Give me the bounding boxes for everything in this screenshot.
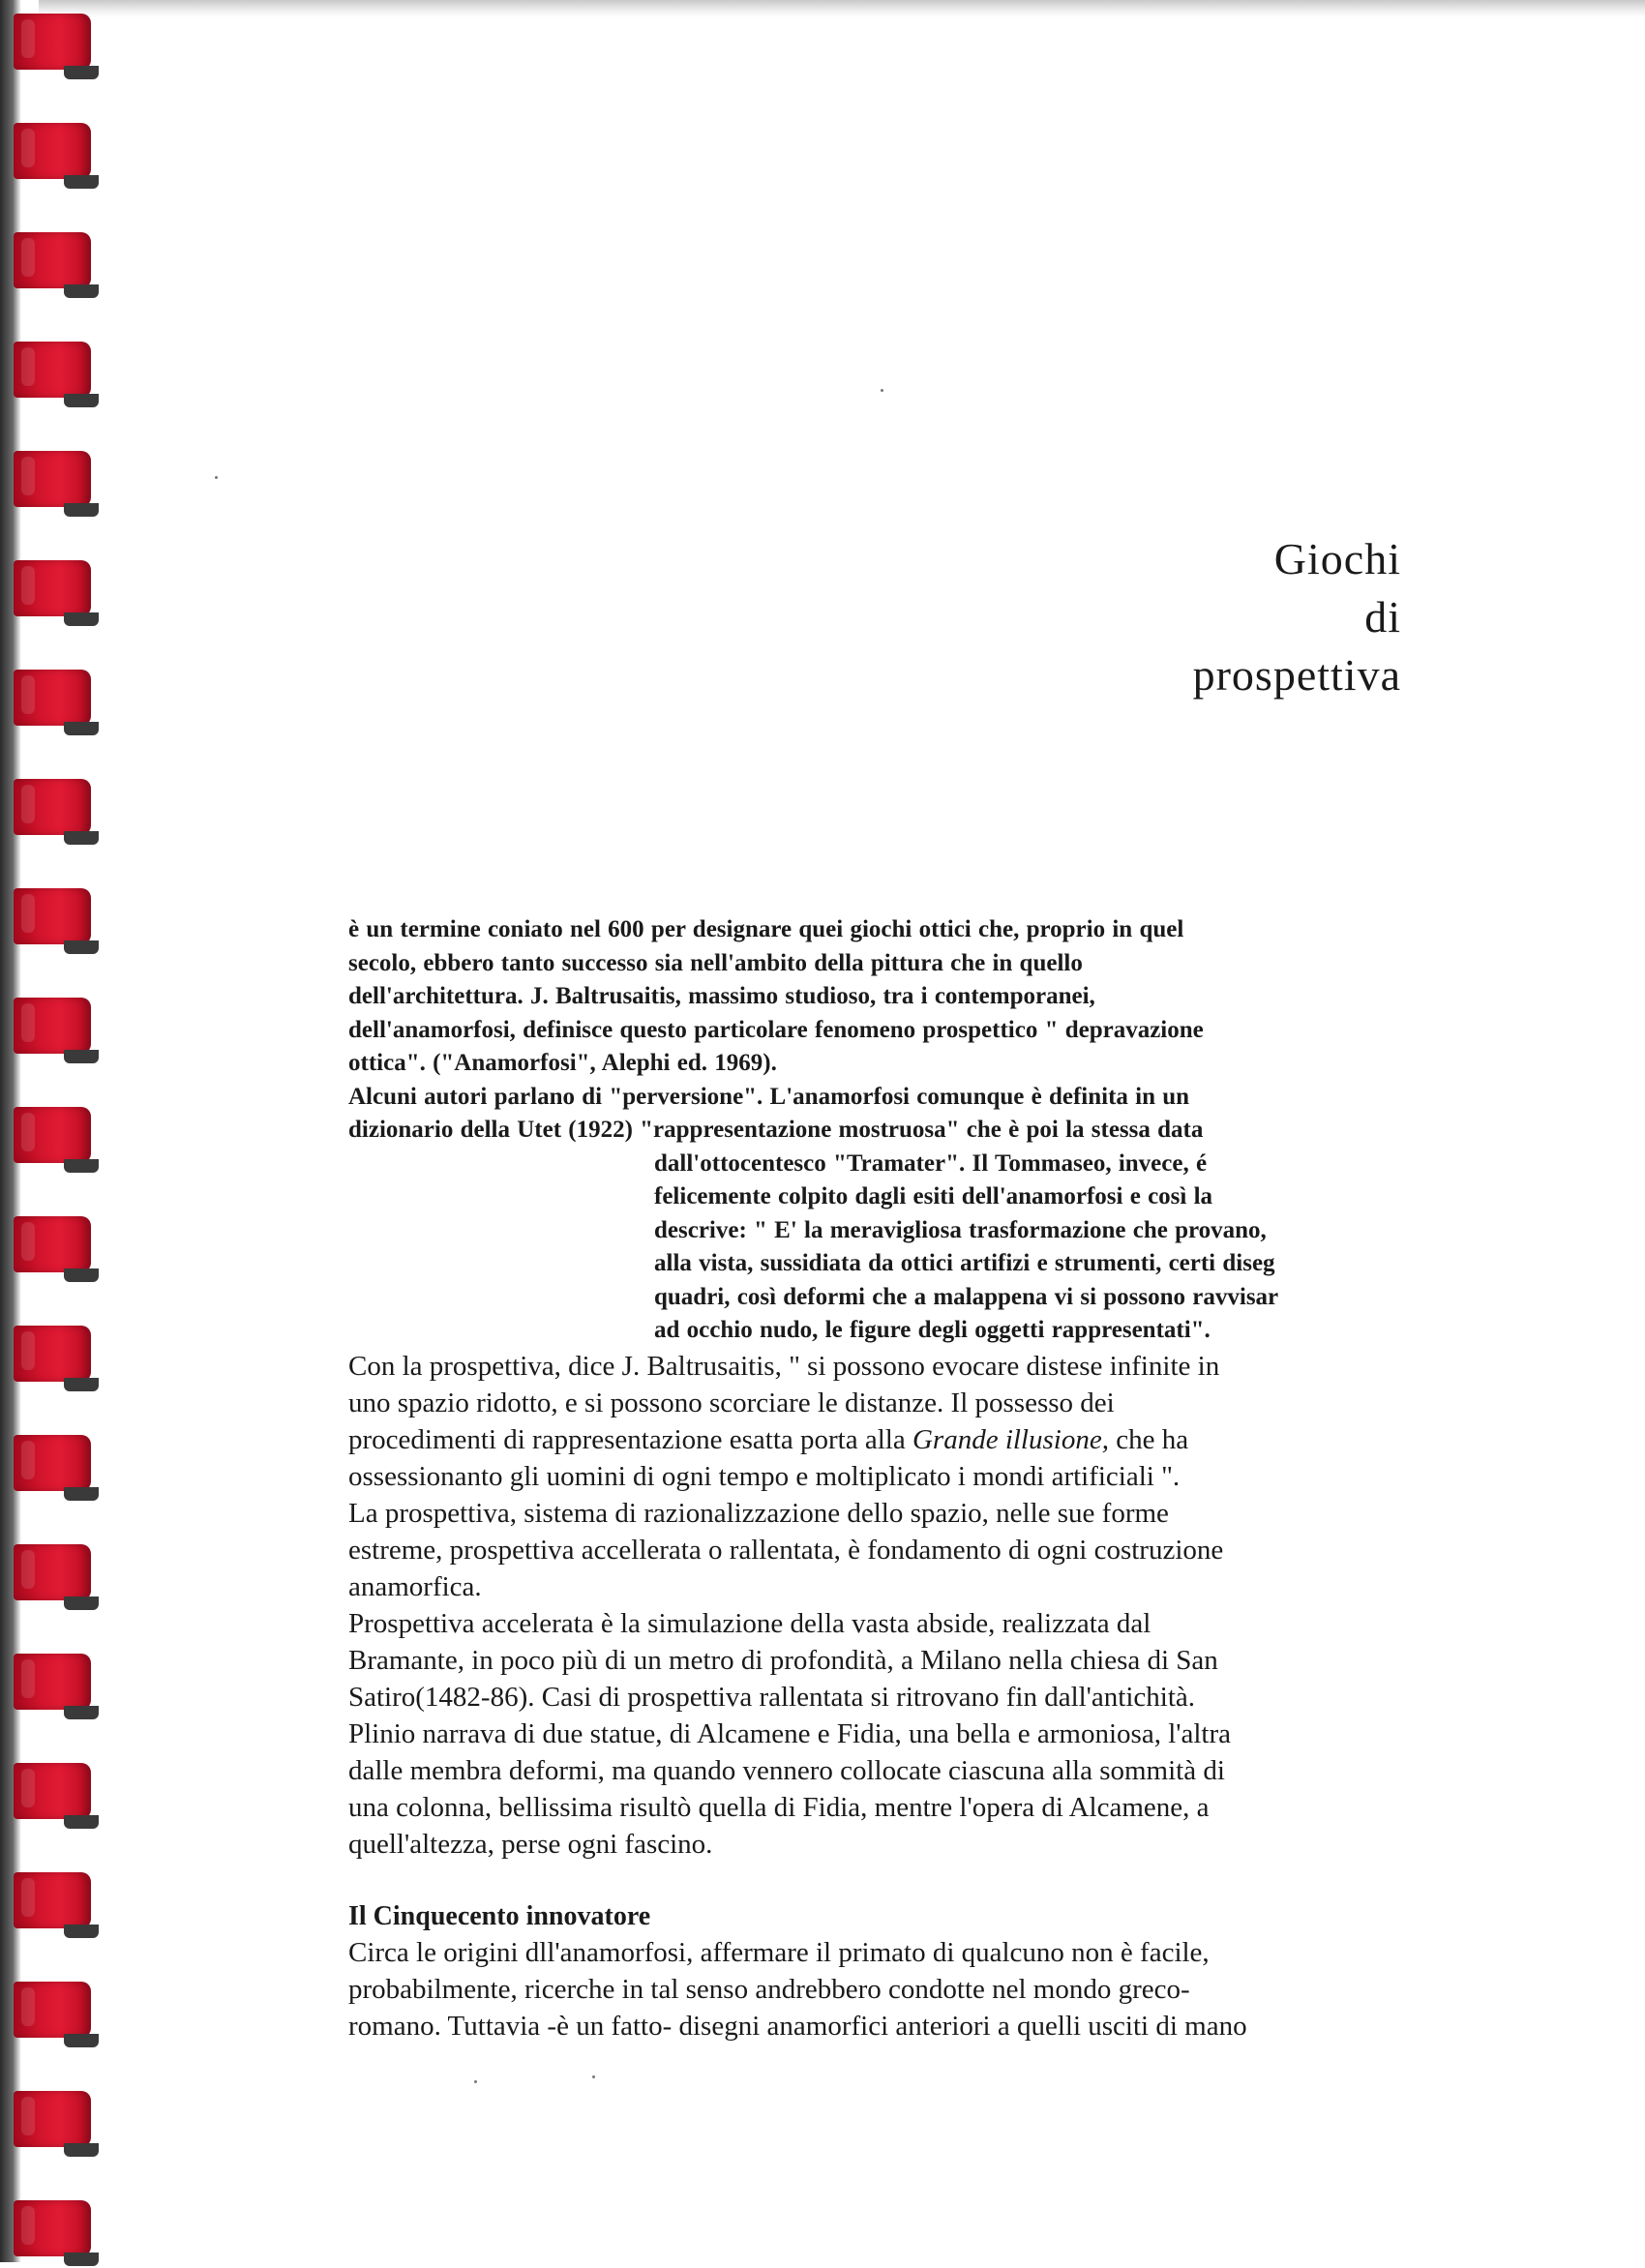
intro-line: dell'architettura. J. Baltrusaitis, massimo studioso, tra i contemporanei, [348, 983, 1095, 1009]
body-line: uno spazio ridotto, e si possono scorciare le distanze. Il possesso dei [348, 1387, 1115, 1418]
body-line: Prospettiva accelerata è la simulazione della vasta abside, realizzata dal [348, 1607, 1152, 1639]
tommaseo-quote [654, 1148, 1413, 1348]
quote-line: quadri, così deformi che a malappena vi si possono ravvisar [654, 1283, 1279, 1310]
binding-ring [14, 1216, 91, 1284]
quote-line: ad occhio nudo, le figure degli oggetti rappresentati". [654, 1317, 1211, 1343]
binding-ring [14, 1107, 91, 1175]
binding-ring [14, 1435, 91, 1503]
title-line-2: di [1364, 592, 1401, 642]
speck [474, 2080, 477, 2083]
speck [215, 476, 218, 479]
binding-ring [14, 14, 91, 81]
binding-ring [14, 560, 91, 628]
section-paragraph [348, 1934, 1413, 2044]
body-line: Con la prospettiva, dice J. Baltrusaitis, " si possono evocare distese infinite in [348, 1350, 1220, 1382]
section-line: romano. Tuttavia -è un fatto- disegni anamorfici anteriori a quelli usciti di mano [348, 2010, 1247, 2042]
binding-ring [14, 1654, 91, 1721]
body-line: Plinio narrava di due statue, di Alcamene e Fidia, una bella e armoniosa, l'altra [348, 1717, 1231, 1749]
body-text [348, 913, 1413, 2044]
speck [881, 389, 883, 392]
intro-line: è un termine coniato nel 600 per designare quei giochi ottici che, proprio in quel [348, 916, 1184, 942]
binding-ring [14, 1872, 91, 1940]
binding-ring [14, 451, 91, 519]
body-line: quell'altezza, perse ogni fascino. [348, 1828, 713, 1860]
body-line: estreme, prospettiva accellerata o rallentata, è fondamento di ogni costruzione [348, 1534, 1224, 1566]
intro-line: Alcuni autori parlano di "perversione". L'anamorfosi comunque è definita in un [348, 1083, 1190, 1110]
body-line: Bramante, in poco più di un metro di profondità, a Milano nella chiesa di San [348, 1644, 1218, 1676]
binding-ring [14, 998, 91, 1065]
intro-line: secolo, ebbero tanto successo sia nell'ambito della pittura che in quello [348, 949, 1083, 976]
speck [592, 2075, 595, 2078]
intro-line: ottica". ("Anamorfosi", Alephi ed. 1969). [348, 1050, 777, 1076]
title-line-1: Giochi [1273, 534, 1401, 583]
intro-paragraph [348, 913, 1413, 1348]
body-line: Satiro(1482-86). Casi di prospettiva rallentata si ritrovano fin dall'antichità. [348, 1681, 1195, 1713]
binding-ring [14, 670, 91, 737]
binding-ring [14, 779, 91, 847]
italic-title: Grande illusione, [912, 1423, 1109, 1455]
body-line: anamorfica. [348, 1570, 482, 1602]
title-line-3: prospettiva [1192, 650, 1401, 700]
binding-ring [14, 232, 91, 300]
body-line: dalle membra deformi, ma quando vennero collocate ciascuna alla sommità di [348, 1754, 1225, 1786]
binding-ring [14, 342, 91, 409]
main-paragraphs [348, 1348, 1413, 1863]
chapter-title [1193, 530, 1401, 704]
body-line: La prospettiva, sistema di razionalizzazione dello spazio, nelle sue forme [348, 1497, 1169, 1529]
binding-ring [14, 1763, 91, 1831]
body-line [348, 1421, 1413, 1458]
body-text-span: procedimenti di rappresentazione esatta porta alla [348, 1423, 912, 1455]
body-text-span: che ha [1108, 1423, 1189, 1455]
quote-line: alla vista, sussidiata da ottici artifizi e strumenti, certi diseg [654, 1250, 1275, 1276]
quote-line: descrive: " E' la meravigliosa trasformazione che provano, [654, 1216, 1267, 1243]
binding-ring [14, 1982, 91, 2049]
binding-ring [14, 2091, 91, 2159]
intro-line: dell'anamorfosi, definisce questo particolare fenomeno prospettico " depravazione [348, 1016, 1204, 1043]
body-line: una colonna, bellissima risultò quella di Fidia, mentre l'opera di Alcamene, a [348, 1791, 1210, 1823]
page-top-edge [39, 0, 1645, 17]
quote-line: dall'ottocentesco "Tramater". Il Tommaseo, invece, é [654, 1149, 1208, 1177]
section-line: probabilmente, ricerche in tal senso andrebbero condotte nel mondo greco- [348, 1973, 1190, 2005]
spiral-binding [0, 0, 106, 2262]
quote-line: felicemente colpito dagli esiti dell'anamorfosi e così la [654, 1183, 1213, 1209]
binding-ring [14, 2200, 91, 2268]
section-heading: Il Cinquecento innovatore [348, 1900, 651, 1931]
body-line: ossessionanto gli uomini di ogni tempo e moltiplicato i mondi artificiali ". [348, 1460, 1181, 1492]
binding-ring [14, 1544, 91, 1612]
binding-ring [14, 123, 91, 191]
intro-line: dizionario della Utet (1922) "rappresentazione mostruosa" che è poi la stessa data [348, 1117, 1204, 1143]
binding-ring [14, 888, 91, 956]
binding-ring [14, 1326, 91, 1393]
section-line: Circa le origini dll'anamorfosi, affermare il primato di qualcuno non è facile, [348, 1936, 1210, 1968]
